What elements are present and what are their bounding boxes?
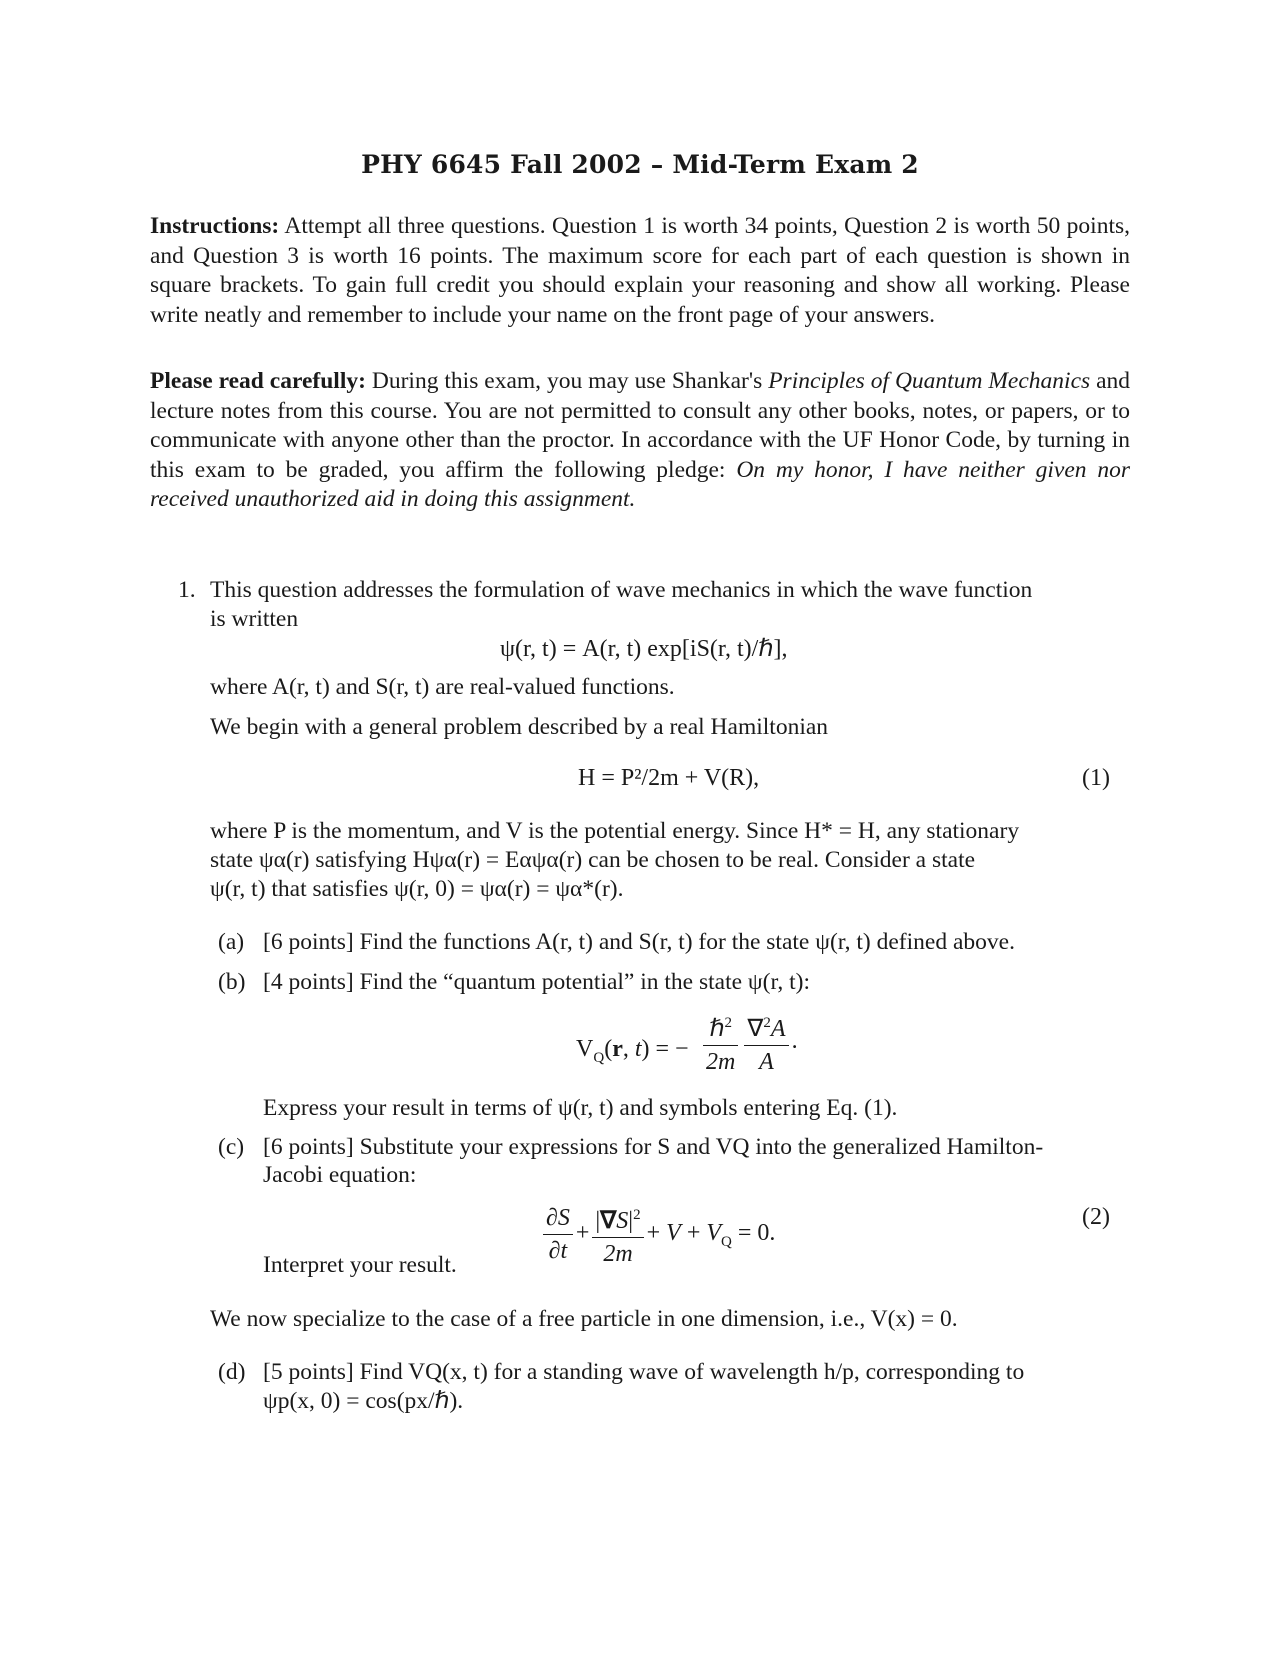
part-a-label: (a) [218,929,245,955]
hamilton-jacobi-equation: $\frac{\partial S}{\partial t}$ + $\frac{|\nabla S|^2}{2m}$ + $V + V_Q = 0$. [540,1200,775,1269]
part-b-text: [4 points] Find the “quantum potential” in the state ψ(r, t): [263,969,810,995]
hamiltonian-equation: H = P²/2m + V(R), [578,765,760,791]
q1-hamiltonian-text-3: ψ(r, t) that satisfies ψ(r, 0) = ψα(r) = ψα*(r). [210,876,624,902]
q1-hamiltonian-text-2: state ψα(r) satisfying Hψα(r) = Eαψα(r) can be chosen to be real. Consider a state [210,847,976,873]
part-a-text: [6 points] Find the functions A(r, t) and S(r, t) for the state ψ(r, t) defined above. [263,929,1015,955]
q1-specialize-line: We now specialize to the case of a free particle in one dimension, i.e., V(x) = 0. [210,1306,958,1332]
equation-number-2: (2) [1082,1204,1110,1230]
part-b-after: Express your result in terms of ψ(r, t) and symbols entering Eq. (1). [263,1095,898,1121]
equation-number-1: (1) [1082,765,1110,791]
part-d-text-1: [5 points] Find VQ(x, t) for a standing wave of wavelength h/p, corresponding to [263,1359,1025,1385]
q1-intro-line-2: is written [210,606,299,632]
instructions-paragraph [150,212,1130,330]
part-d-label: (d) [218,1359,246,1385]
instructions-label: Instructions: [150,213,280,239]
honor-pledge: On my honor, I have neither given nor received unauthorized aid in doing this assignment. [150,456,1131,512]
notice-text-before: During this exam, you may use Shankar's [371,368,763,394]
part-d-text-2: ψp(x, 0) = cos(px/ℏ). [263,1388,464,1414]
exam-title: PHY 6645 Fall 2002 – Mid-Term Exam 2 [361,150,919,179]
wavefunction-equation: ψ(r, t) = A(r, t) exp[iS(r, t)/ℏ], [500,636,788,662]
quantum-potential-fraction: $\frac{\hbar^2}{2m}$ $\frac{\nabla^2A}{A}$ . [700,1008,798,1077]
question-number: 1. [178,577,196,603]
instructions-text: Attempt all three questions. Question 1 is worth 34 points, Question 2 is worth 50 points, and Question 3 is worth 16 points. The maximum score for each part of each question is shown in square brackets. To gain full credit you should explain your reasoning and show all working. Please write neatly and remember to include your name on the front page of your answers. [150,213,1130,328]
part-c-text-1: [6 points] Substitute your expressions for S and VQ into the generalized Hamilton- [263,1134,1044,1160]
q1-intro-line-1: This question addresses the formulation of wave mechanics in which the wave function [210,577,1033,603]
part-b-label: (b) [218,969,246,995]
notice-book-title: Principles of Quantum Mechanics [768,368,1091,394]
part-c-label: (c) [218,1134,245,1160]
quantum-potential-lhs: $V_Q(r$, t) = − [576,1036,689,1066]
q1-begin-line: We begin with a general problem described by a real Hamiltonian [210,714,829,740]
part-c-text-2: Jacobi equation: [263,1162,417,1188]
q1-where-line: where A(r, t) and S(r, t) are real-valued functions. [210,674,675,700]
part-c-after: Interpret your result. [263,1252,457,1278]
notice-paragraph [150,367,1130,515]
notice-text-after: and lecture notes from this course. You are not permitted to consult any other books, notes, or papers, or to communicate with anyone other than the proctor. In accordance with the UF Honor Code, by turning in this exam to be graded, you affirm the following pledge: [150,368,1131,483]
q1-hamiltonian-text-1: where P is the momentum, and V is the potential energy. Since H* = H, any stationary [210,818,1020,844]
notice-label: Please read carefully: [150,368,366,394]
